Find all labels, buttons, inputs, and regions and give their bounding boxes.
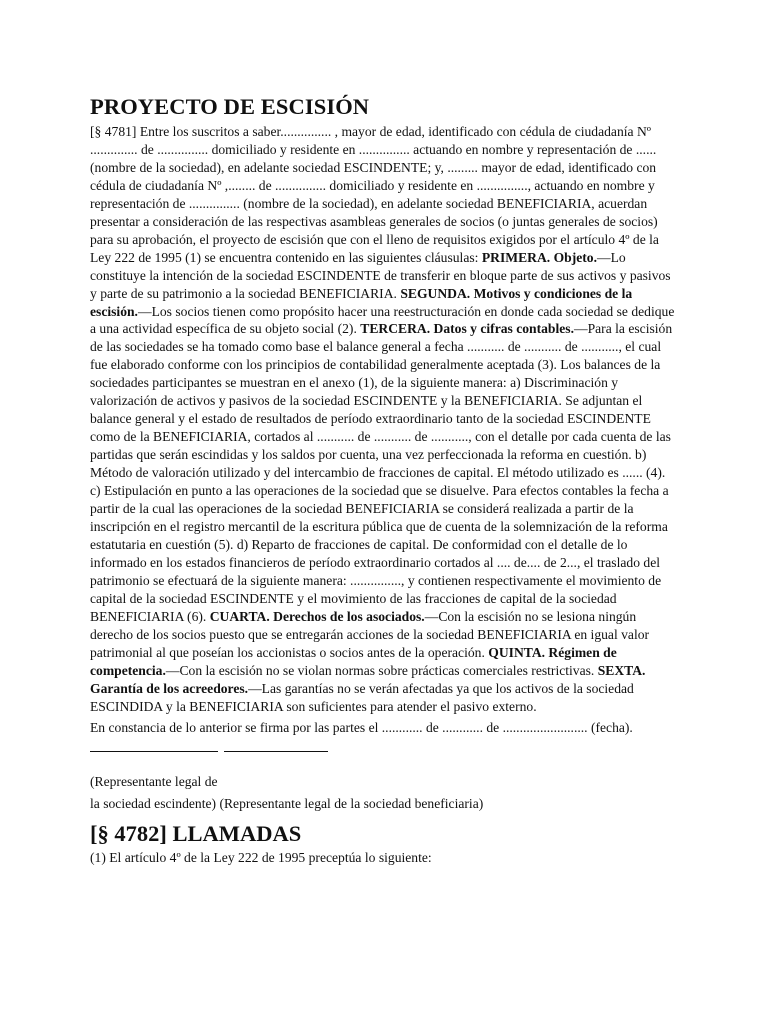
signature-line-escindente: [90, 751, 218, 752]
clause-text: —Los socios tienen como propósito hacer una reestructuración en donde cada sociedad se dedique a una actividad específica de su objeto social (2).: [90, 303, 675, 337]
clause-text: —Con la escisión no se violan normas sobre prácticas comerciales restrictivas.: [165, 662, 598, 678]
clause-heading: CUARTA. Derechos de los asociados.: [209, 608, 425, 624]
clause-text: [§ 4781] Entre los suscritos a saber............... , mayor de edad, identificado con cédula de ciudadanía Nº .............. de ............... domiciliado y residente en ............... actuando en nombre y representación de ...... (nombre de la sociedad), en adelante sociedad ESCINDENTE; y, ......... mayor de edad, identificado con cédula de ciudadanía Nº ,........ de ............... domiciliado y residente en ..............., actuando en nombre y representación de ............... (nombre de la sociedad), en adelante sociedad BENEFICIARIA, acuerdan presentar a consideración de las respectivas asambleas generales de socios (o juntas generales de socios) para su aprobación, el proyecto de escisión que con el lleno de requisitos exigidos por el artículo 4º de la Ley 222 de 1995 (1) se encuentra contenido en las siguientes cláusulas:: [90, 124, 659, 265]
representative-label-2: la sociedad escindente) (Representante legal de la sociedad beneficiaria): [90, 796, 484, 812]
document-title: PROYECTO DE ESCISIÓN: [90, 94, 370, 119]
footnote-1: (1) El artículo 4º de la Ley 222 de 1995 preceptúa lo siguiente:: [90, 850, 432, 866]
clause-heading: TERCERA. Datos y cifras contables.: [360, 321, 574, 337]
section-heading: [§ 4782] LLAMADAS: [90, 821, 302, 847]
clause-text: —Con la escisión no se lesiona ningún derecho de los socios puesto que se entregarán acciones de la sociedad BENEFICIARIA en igual valor patrimonial al que poseían los accionistas o socios antes de la operación.: [90, 608, 650, 660]
signature-lines: [90, 737, 676, 773]
clause-text: —Las garantías no se verán afectadas ya que los activos de la sociedad ESCINDIDA y la BENEFICIARIA son suficientes para atender el pasivo externo.: [90, 680, 634, 714]
closing-paragraph: En constancia de lo anterior se firma por las partes el ............ de ............ de ......................... (fecha).: [90, 720, 633, 736]
clause-heading: SEGUNDA. Motivos y condiciones de la escisión.: [90, 285, 633, 319]
clause-heading: QUINTA. Régimen de competencia.: [90, 644, 617, 678]
clause-text: —Para la escisión de las sociedades se ha tomado como base el balance general a fecha ........... de ........... de ..........., el cual fue elaborado conforme con los principios de contabilidad generalmente aceptada (3). Los balances de la sociedades participantes se muestran en el anexo (1), de la siguiente manera: a) Discriminación y valorización de activos y pasivos de la sociedad ESCINDENTE y la BENEFICIARIA. Se adjuntan el balance general y el estado de resultados de período extraordinario tanto de la sociedad ESCINDENTE como de la BENEFICIARIA, cortados al ........... de ........... de ..........., con el detalle por cada cuenta de las partidas que serán escindidas y los saldos por cuenta, una vez perfeccionada la reforma en cuestión. b) Método de valoración utilizado y del intercambio de fracciones de capital. El método utilizado es ...... (4). c) Estipulación en punto a las operaciones de la sociedad que se disuelve. Para efectos contables la fecha a partir de la cual las operaciones de la sociedad BENEFICIARIA se considerá realizada a partir de la inscripción en el registro mercantil de la escritura pública que de cuenta de la solemnización de la reforma estatutaria en cuestión (5). d) Reparto de fracciones de capital. De conformidad con el detalle de lo informado en los estados financieros de período extraordinario cortados al .... de.... de 2..., el traslado del patrimonio se efectuará de la siguiente manera: ..............., y contienen respectivamente el movimiento de capital de la sociedad ESCINDENTE y el movimiento de las fracciones de capital de la sociedad BENEFICIARIA (6).: [90, 321, 673, 624]
document-content: [90, 94, 676, 867]
clause-text: —Lo constituye la intención de la sociedad ESCINDENTE de transferir en bloque parte de sus activos y pasivos y parte de su patrimonio a la sociedad BENEFICIARIA.: [90, 249, 671, 301]
clause-heading: PRIMERA. Objeto.: [481, 249, 597, 265]
contract-body-paragraph: [90, 123, 676, 715]
representative-label-1: (Representante legal de: [90, 774, 218, 790]
signature-line-beneficiaria: [224, 751, 328, 752]
clause-heading: SEXTA. Garantía de los acreedores.: [90, 662, 646, 696]
